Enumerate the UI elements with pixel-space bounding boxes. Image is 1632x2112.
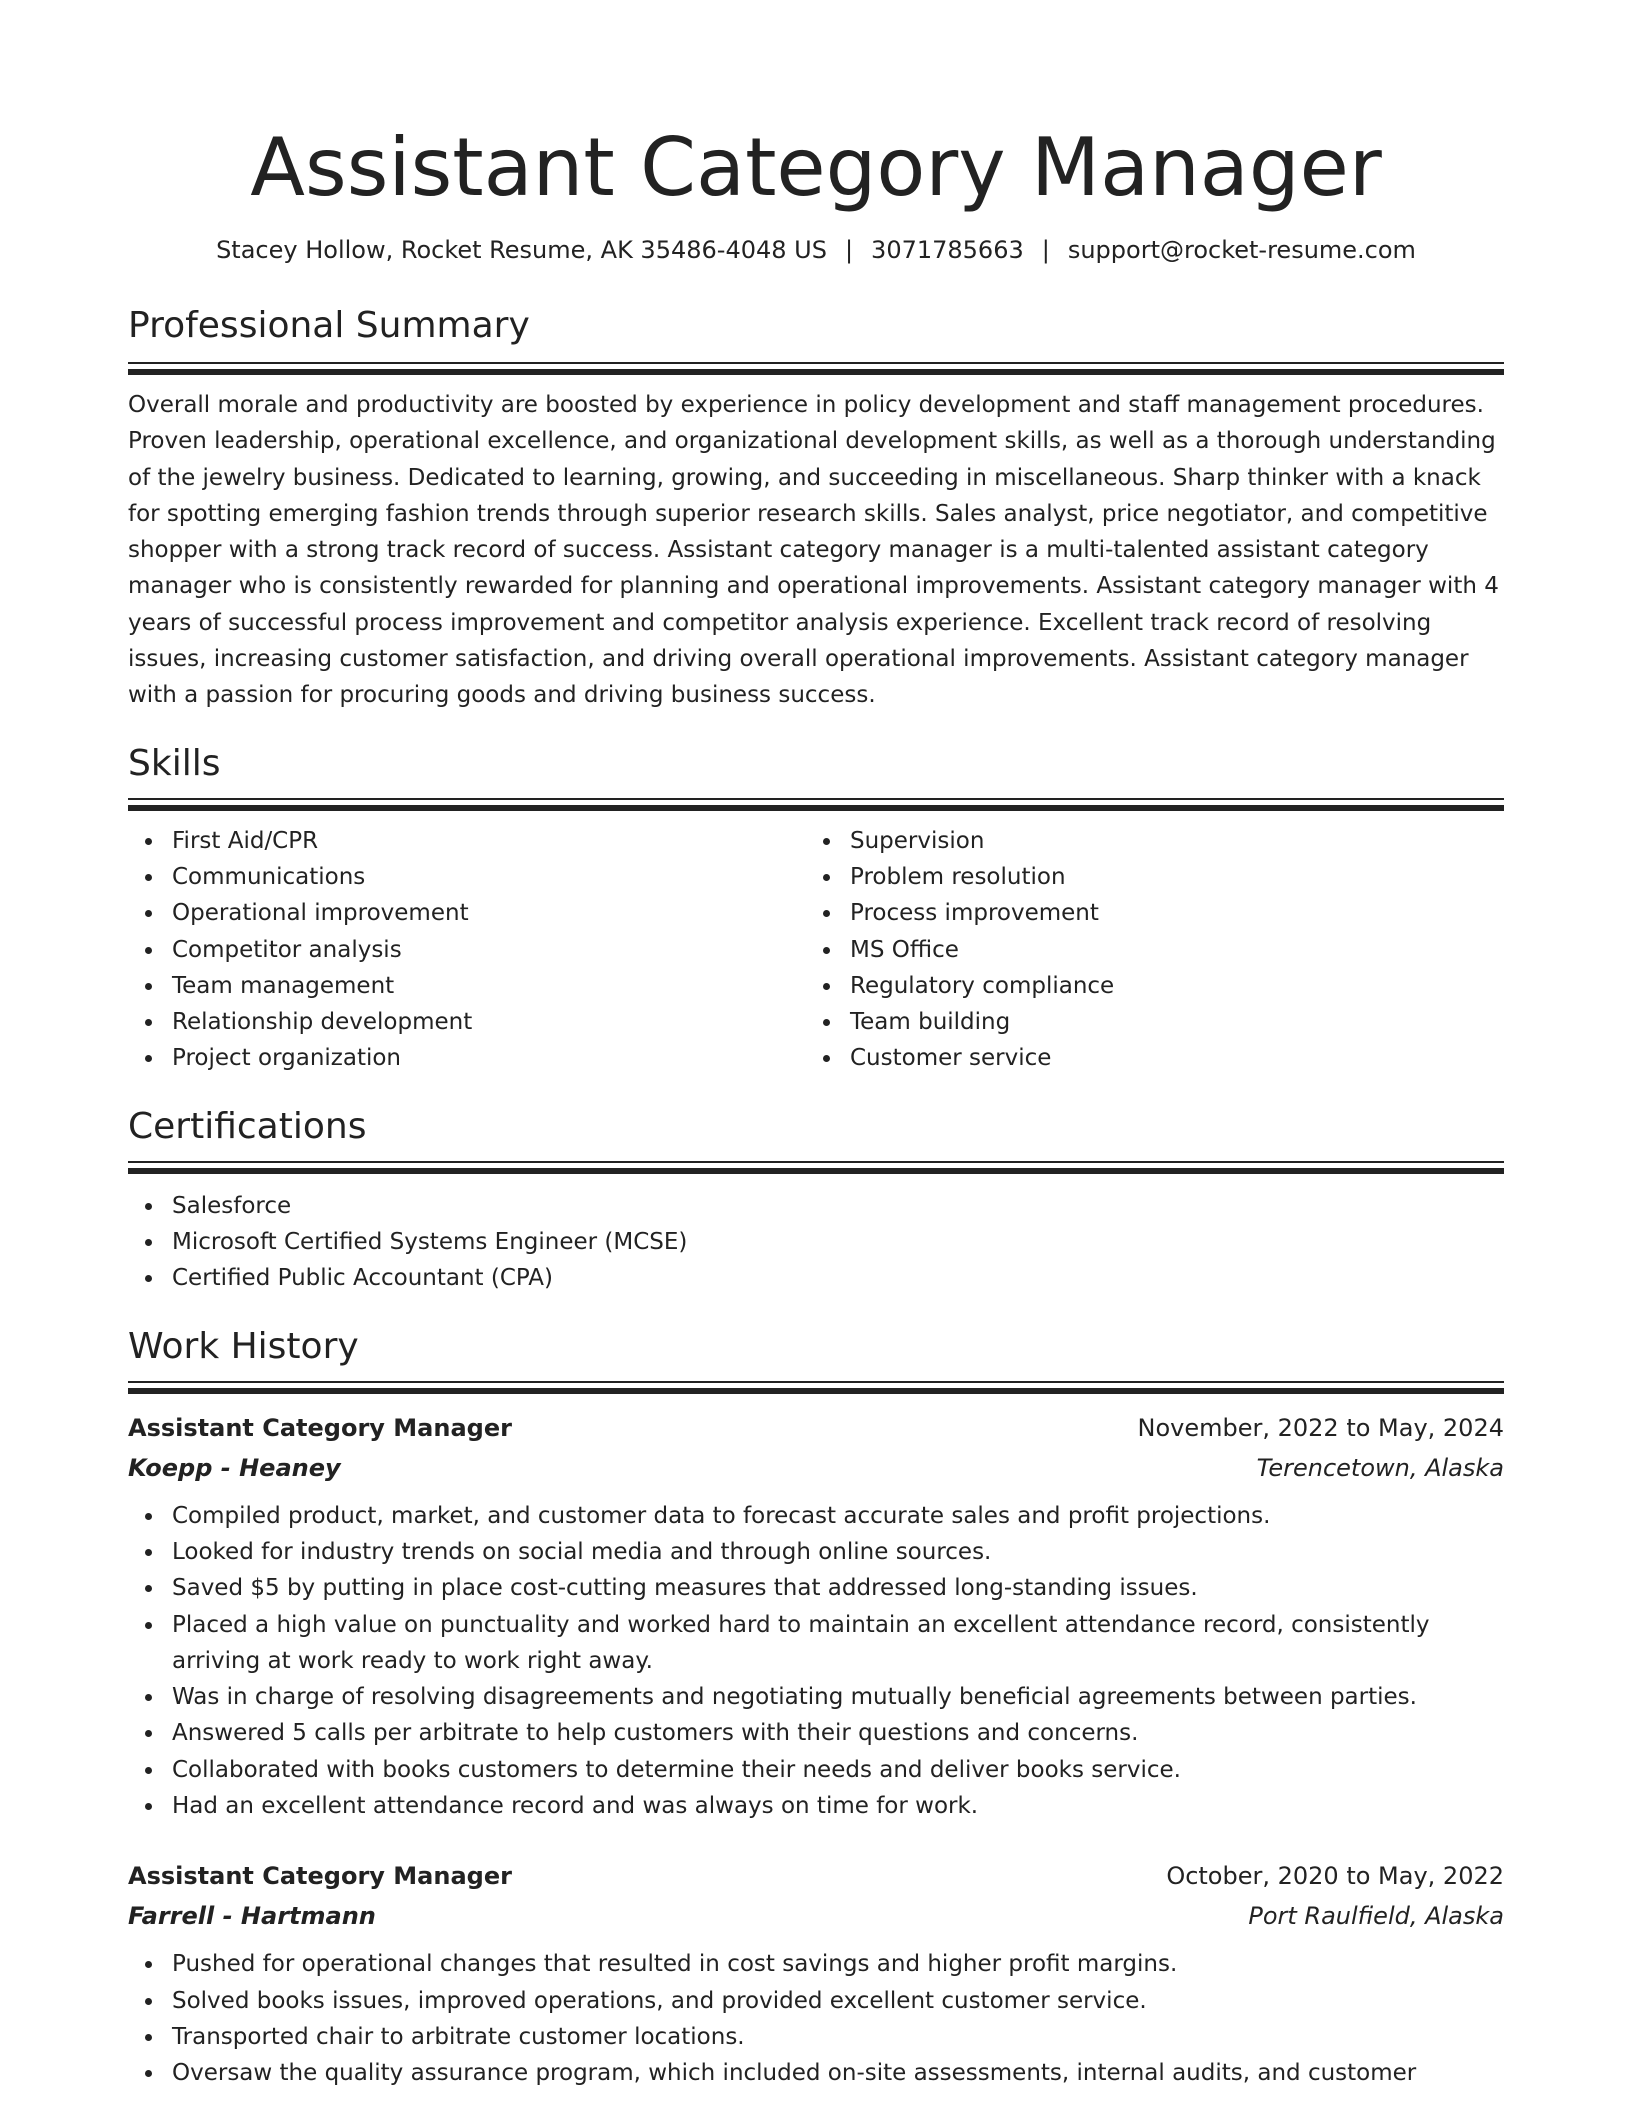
- job-bullet: Compiled product, market, and customer data to forecast accurate sales and profit projections.: [172, 1498, 1504, 1534]
- job-bullet: Solved books issues, improved operations, and provided excellent customer service.: [172, 1983, 1504, 2019]
- job-company: Farrell - Hartmann: [128, 1902, 376, 1931]
- section-divider: [128, 362, 1504, 375]
- skill-item: Project organization: [172, 1040, 806, 1076]
- skills-column-right: [806, 823, 1484, 1077]
- contact-separator: |: [844, 236, 854, 264]
- summary-section: [128, 304, 1504, 714]
- job-bullet: Collaborated with books customers to determine their needs and deliver books service.: [172, 1752, 1504, 1788]
- certifications-section: [128, 1105, 1504, 1297]
- job-bullet: Answered 5 calls per arbitrate to help customers with their questions and concerns.: [172, 1715, 1504, 1751]
- contact-phone: 3071785663: [871, 236, 1024, 264]
- skill-item: Supervision: [850, 823, 1484, 859]
- summary-heading: Professional Summary: [128, 305, 530, 346]
- skill-item: Customer service: [850, 1040, 1484, 1076]
- job-bullet: Oversaw the quality assurance program, which included on-site assessments, internal audits, and customer: [172, 2055, 1504, 2091]
- certification-item: Salesforce: [172, 1188, 1504, 1224]
- job-header: [128, 1856, 1504, 1896]
- skill-item: Team management: [172, 968, 806, 1004]
- certifications-list: [128, 1188, 1504, 1297]
- work-history-heading: Work History: [128, 1325, 359, 1367]
- job-bullets: [128, 1498, 1504, 1825]
- job-location: Port Raulfield, Alaska: [1248, 1902, 1504, 1931]
- job-bullet: Pushed for operational changes that resulted in cost savings and higher profit margins.: [172, 1946, 1504, 1982]
- skill-item: Problem resolution: [850, 859, 1484, 895]
- skill-item: Regulatory compliance: [850, 968, 1484, 1004]
- job-bullet: Looked for industry trends on social media and through online sources.: [172, 1534, 1504, 1570]
- skills-grid: [128, 823, 1504, 1077]
- work-history-section: [128, 1325, 1504, 2092]
- skill-item: First Aid/CPR: [172, 823, 806, 859]
- resume-page: [128, 0, 1504, 2092]
- contact-separator: |: [1041, 236, 1050, 264]
- skills-column-left: [128, 823, 806, 1077]
- job-title: Assistant Category Manager: [128, 1413, 512, 1442]
- section-divider: [128, 1381, 1504, 1394]
- contact-email: support@rocket-resume.com: [1067, 236, 1416, 264]
- section-divider: [128, 1161, 1504, 1174]
- job-entry: [128, 1408, 1504, 1825]
- summary-text: Overall morale and productivity are boosted by experience in policy development and staff management procedures. Proven leadership, operational excellence, and organizational development skills, as well as a thorough understanding of the jewelry business. Dedicated to learning, growing, and succeeding in miscellaneous. Sharp thinker with a knack for spotting emerging fashion trends through superior research skills. Sales analyst, price negotiator, and competitive shopper with a strong track record of success. Assistant category manager is a multi-talented assistant category manager who is consistently rewarded for planning and operational improvements. Assistant category manager with 4 years of successful process improvement and competitor analysis experience. Excellent track record of resolving issues, increasing customer satisfaction, and driving overall operational improvements. Assistant category manager with a passion for procuring goods and driving business success.: [128, 392, 1499, 709]
- job-bullet: Transported chair to arbitrate customer locations.: [172, 2019, 1504, 2055]
- certification-item: Certified Public Accountant (CPA): [172, 1260, 1504, 1296]
- skills-heading: Skills: [128, 742, 221, 784]
- job-subheader: [128, 1448, 1504, 1488]
- job-bullet: Saved $5 by putting in place cost-cutting measures that addressed long-standing issues.: [172, 1570, 1504, 1606]
- skill-item: Relationship development: [172, 1004, 806, 1040]
- job-company: Koepp - Heaney: [128, 1453, 341, 1482]
- job-bullet: Had an excellent attendance record and was always on time for work.: [172, 1788, 1504, 1824]
- contact-address: Stacey Hollow, Rocket Resume, AK 35486-4048 US: [216, 236, 827, 264]
- certification-item: Microsoft Certified Systems Engineer (MCSE): [172, 1224, 1504, 1260]
- contact-line: [128, 234, 1504, 266]
- section-divider: [128, 798, 1504, 811]
- job-title: Assistant Category Manager: [128, 1862, 512, 1891]
- resume-title: Assistant Category Manager: [250, 121, 1382, 214]
- skill-item: Team building: [850, 1004, 1484, 1040]
- skill-item: Competitor analysis: [172, 932, 806, 968]
- job-header: [128, 1408, 1504, 1448]
- job-location: Terencetown, Alaska: [1256, 1453, 1504, 1482]
- job-subheader: [128, 1896, 1504, 1936]
- skills-list-right: [806, 823, 1484, 1077]
- skills-section: [128, 742, 1504, 1077]
- certifications-heading: Certifications: [128, 1105, 367, 1147]
- skill-item: Process improvement: [850, 895, 1484, 931]
- job-entry: [128, 1856, 1504, 2091]
- skill-item: Operational improvement: [172, 895, 806, 931]
- job-bullet: Placed a high value on punctuality and worked hard to maintain an excellent attendance record, consistently arriving at work ready to work right away.: [172, 1607, 1504, 1680]
- job-bullet: Was in charge of resolving disagreements and negotiating mutually beneficial agreements between parties.: [172, 1679, 1504, 1715]
- job-dates: October, 2020 to May, 2022: [1166, 1862, 1504, 1891]
- skill-item: Communications: [172, 859, 806, 895]
- skills-list-left: [128, 823, 806, 1077]
- job-dates: November, 2022 to May, 2024: [1137, 1413, 1504, 1442]
- job-bullets: [128, 1946, 1504, 2091]
- skill-item: MS Office: [850, 932, 1484, 968]
